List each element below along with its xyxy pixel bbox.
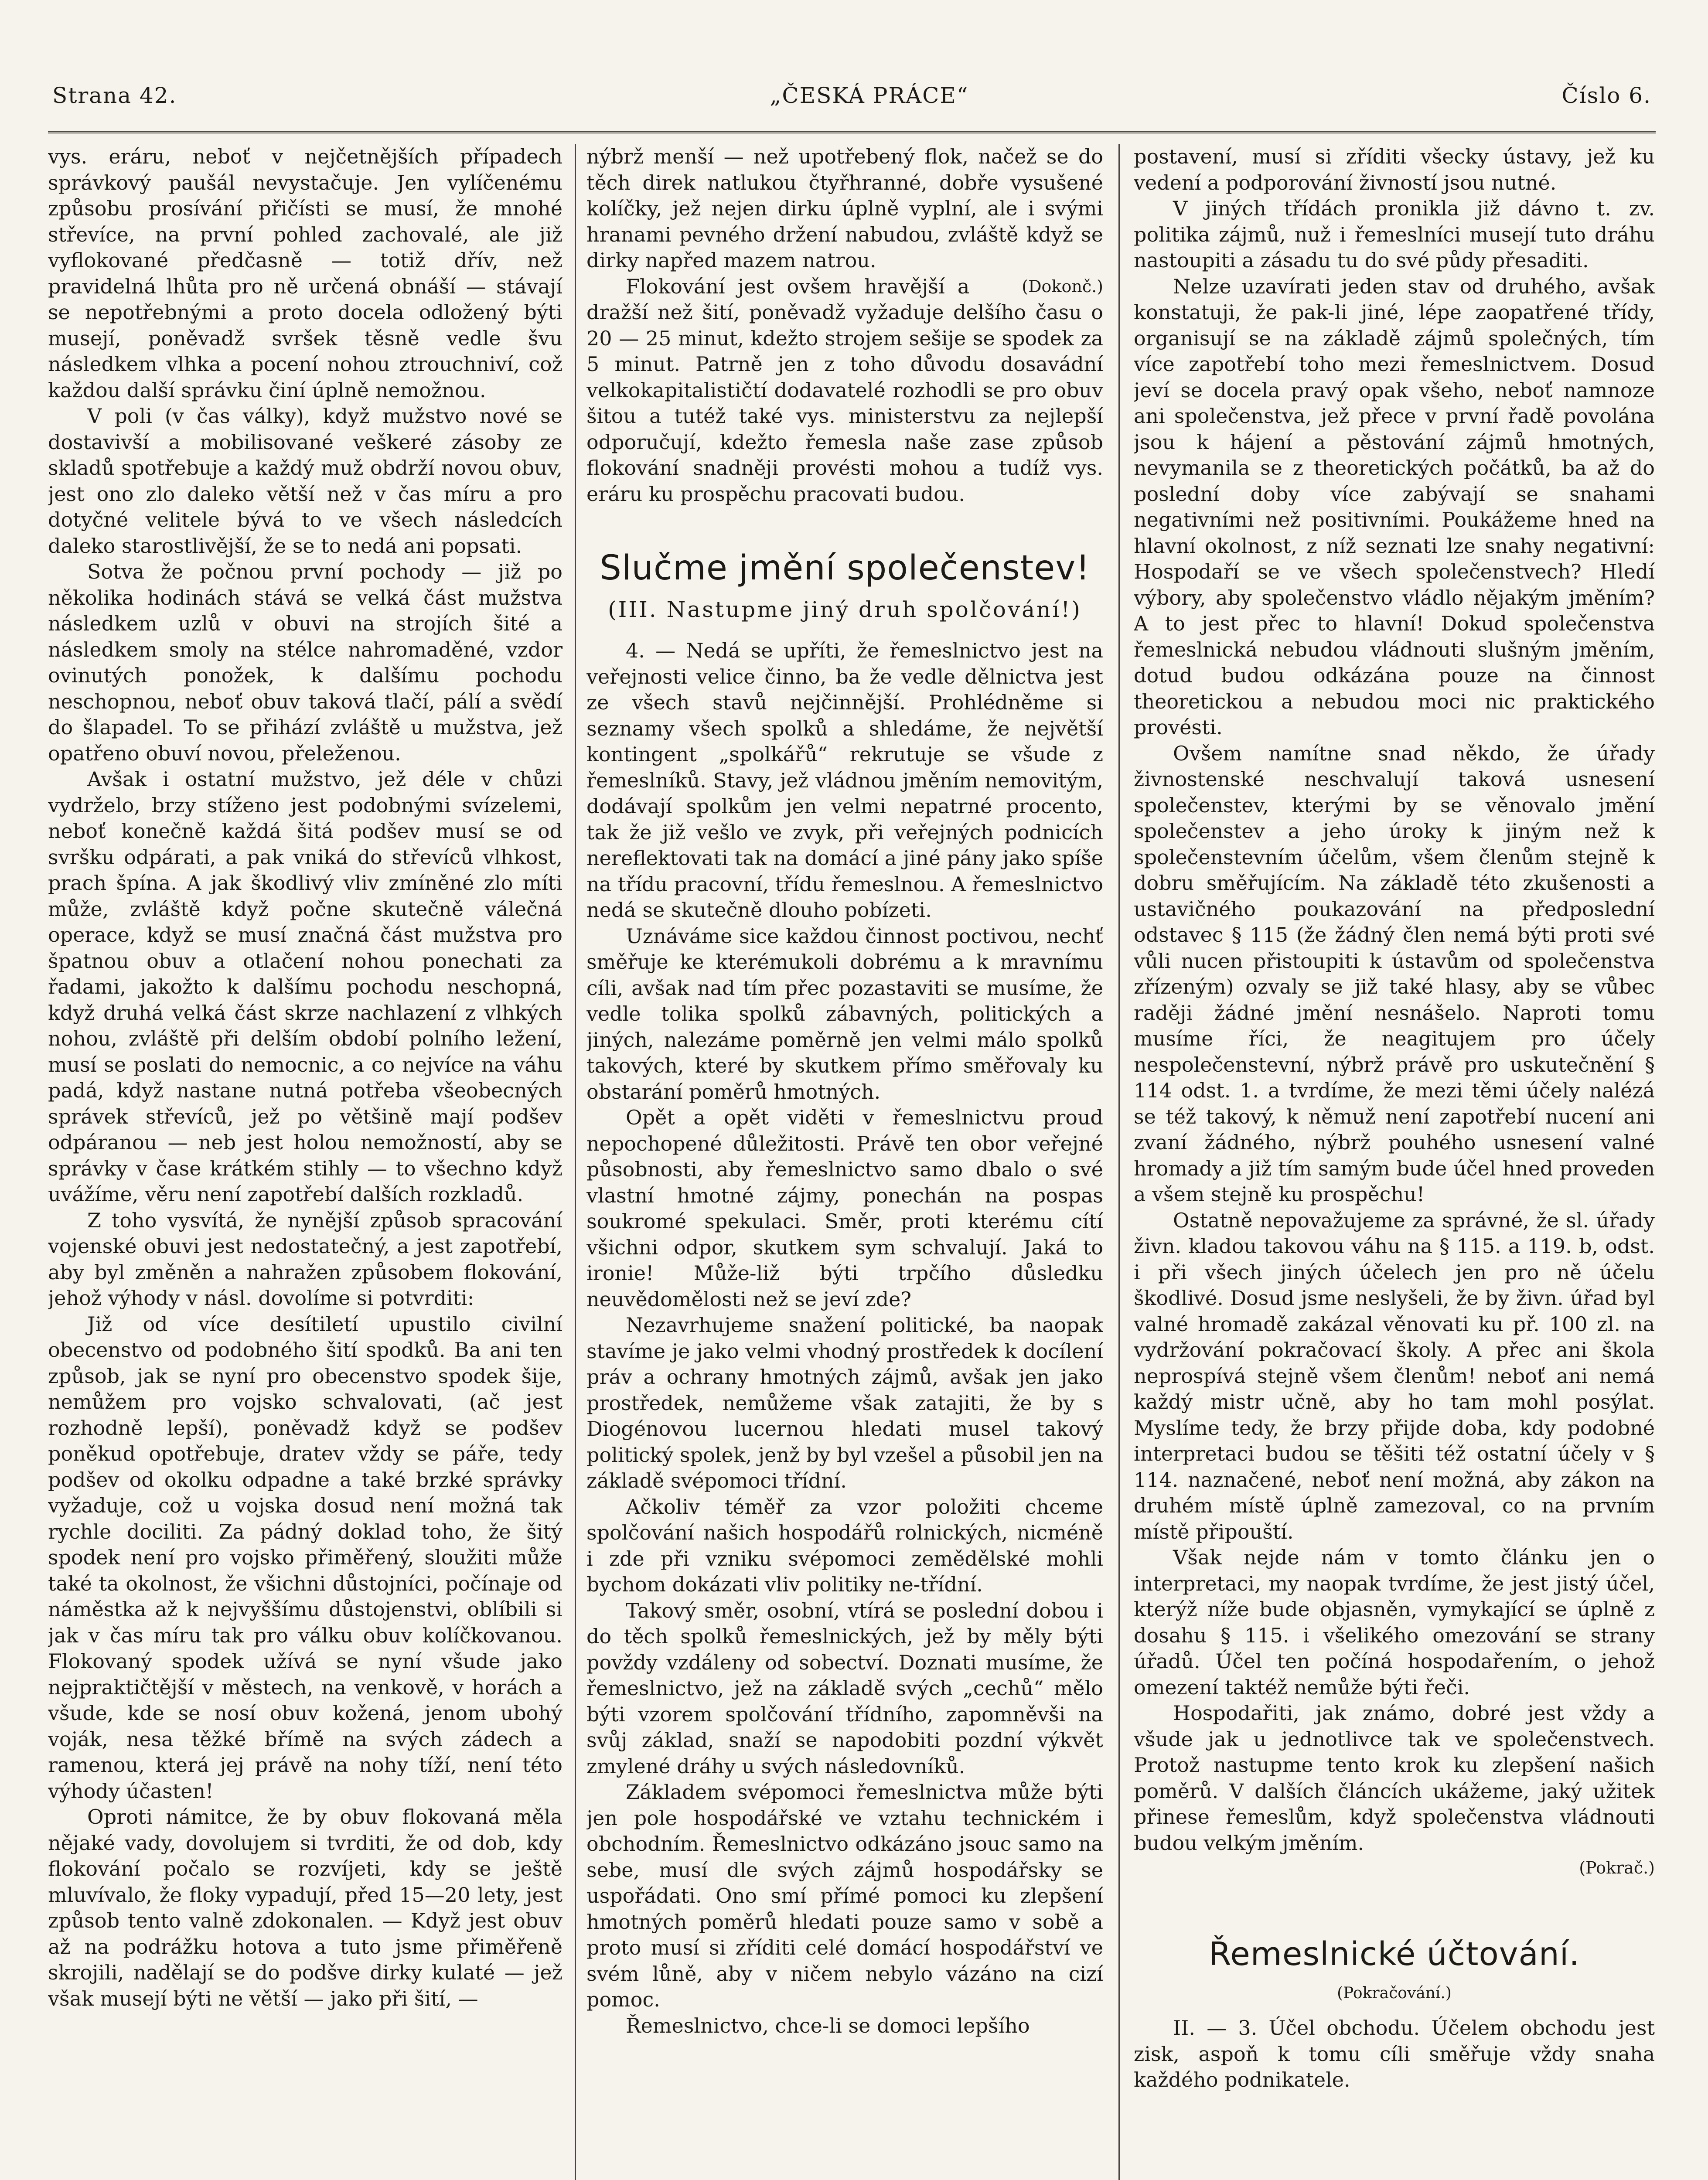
- paragraph: nýbrž menší — než upotřebený flok, načež se do těch direk natlukou čtyřhranné, dobře vysušené kolíčky, jež nejen dirku úplně vyplní, ale i svými hranami pevného držení nabudou, zvláště když se dirky napřed mazem natrou.: [586, 145, 1103, 272]
- column-3: [1134, 144, 1655, 2180]
- paragraph: Již od více desítiletí upustilo civilní obecenstvo od podobného šití spodků. Ba ani ten způsob, jak se nyní pro obecenstvo spodek šije, nemůžem pro vojsko schvalovati, (ač jest rozhodně lepší), poněvadž když se podšev poněkud opotřebuje, dratev vždy se páře, tedy podšev od okolku odpadne a také brzké správky vyžaduje, což u vojska dosud není možná tak rychle dociliti. Za pádný doklad toho, že šitý spodek není pro vojsko přiměřený, sloužiti může také ta okolnost, že všichni důstojníci, počínaje od náměstka až k nejvyššímu důstojenstvi, oblíbili si jak v čas míru tak pro válku obuv kolíčkovanou. Flokovaný spodek užívá se nyní všude jako nejpraktičtější v městech, na venkově, v horách a všude, kde se nosí obuv kožená, jenom ubohý voják, nesa těžké břímě na svých zádech a ramenou, která jej právě na nohy tíží, není této výhody účasten!: [48, 1312, 563, 1803]
- article-subtitle: (Pokračování.): [1337, 1984, 1452, 2002]
- issue-number: Číslo 6.: [1561, 83, 1651, 108]
- paragraph: Sotva že počnou první pochody — již po několika hodinách stává se velká část mužstva následkem uzlů v obuvi na strojích šité a následkem smoly na stélce nahromaděné, vzdor ovinutých ponožek, k dalšímu pochodu neschopnou, neboť obuv taková tlačí, pálí a svědí do šlapadel. To se přihází zvláště u mužstva, jež opatřeno obuví novou, přeleženou.: [48, 560, 563, 765]
- paragraph: postavení, musí si zříditi všecky ústavy, jež ku vedení a podporování živností jsou nutné.: [1134, 145, 1655, 194]
- article-title: Řemeslnické účtování.: [1209, 1935, 1580, 1973]
- paragraph: V poli (v čas války), když mužstvo nové se dostavivší a mobilisované veškeré zásoby ze skladů spotřebuje a každý muž obdrží novou obuv, jest ono zlo daleko větší než v čas míru a pro dotyčné velitele bývá to ve všech následcích daleko starostlivější, že se to nedá ani popsati.: [48, 404, 563, 558]
- paragraph: Oproti námitce, že by obuv flokovaná měla nějaké vady, dovolujem si tvrditi, že od dob, kdy flokování počalo se rozvíjeti, kdy se ještě mluvívalo, že floky vypadují, před 15—20 lety, jest způsob tento valně zdokonalen. — Když jest obuv až na podrážku hotova a tuto jsme přiměřeně skrojili, nadělají se do podšve dirky kulaté — jež však musejí býti ne větší — jako při šití, —: [48, 1805, 563, 2010]
- paragraph: vys. eráru, neboť v nejčetnějších případech správkový paušál nevystačuje. Jen vylíčenému způsobu prosívání přičísti se musí, že mnohé střevíce, na první pohled zachovalé, ale již vyflokované předčasně — totiž dřív, než pravidelná lhůta pro ně určená obnáší — stávají se nepotřebnými a proto docela odložený býti musejí, poněvadž svršek těsně vedle švu následkem vlhka a pocení nohou ztrouchniví, což každou další správku činí úplně nemožnou.: [48, 145, 563, 402]
- paragraph: [586, 274, 1103, 508]
- column-divider: [1118, 144, 1120, 2180]
- article-signoff: (Pokrač.): [1579, 1858, 1655, 1877]
- article-signoff: (Dokonč.): [1022, 276, 1103, 296]
- paragraph: II. — 3. Účel obchodu. Účelem obchodu jest zisk, aspoň k tomu cíli směřuje vždy snaha každého podnikatele.: [1134, 2016, 1655, 2091]
- paragraph: 4. — Nedá se upříti, že řemeslnictvo jest na veřejnosti velice činno, ba že vedle dělnictva jest ze všech stavů nejčinnější. Prohlédněme si seznamy všech spolků a shledáme, že největší kontingent „spolkářů“ rekrutuje se všude z řemeslníků. Stavy, jež vládnou jměním nemovitým, dodávají spolkům jen velmi nepatrné procento, tak že již vešlo ve zvyk, při veřejných podnicích nereflektovati tak na domácí a jiné pány jako spíše na třídu pracovní, třídu řemeslnou. A řemeslnictvo nedá se skutečně dlouho pobízeti.: [586, 639, 1103, 922]
- paragraph: Uznáváme sice každou činnost poctivou, nechť směřuje ke kterémukoli dobrému a k mravnímu cíli, avšak nad tím přec pozastaviti se musíme, že vedle tolika spolků zábavných, politických a jiných, nalezáme poměrně jen velmi málo spolků takových, které by skutkem přímo směřovaly ku obstarání poměrů hmotných.: [586, 924, 1103, 1104]
- header-rule: [48, 131, 1656, 133]
- paragraph: V jiných třídách pronikla již dávno t. zv. politika zájmů, nuž i řemeslníci musejí tuto dráhu nastoupiti a zásadu tu do své půdy přesaditi.: [1134, 197, 1655, 272]
- paragraph: Ostatně nepovažujeme za správné, že sl. úřady živn. kladou takovou váhu na § 115. a 119. b, odst. i při všech jiných účelech jen pro ně účelu škodlivé. Dosud jsme neslyšeli, že by živn. úřad byl valné hromadě zakázal věnovati ku př. 100 zl. na vydržování pokračovací školy. A přec ani škola neprospívá stejně všem členům! neboť ani nemá každý mistr učně, aby ho tam mohl posýlat. Myslíme tedy, že brzy přijde doba, kdy podobné interpretaci budou se těšiti též ostatní účely v § 114. naznačené, neboť není možná, aby zákon na druhém místě úplně zamezoval, co na prvním místě připouští.: [1134, 1208, 1655, 1543]
- article-subtitle: (III. Nastupme jiný druh spolčování!): [608, 597, 1082, 622]
- paragraph: Opět a opět viděti v řemeslnictvu proud nepochopené důležitosti. Právě ten obor veřejné působnosti, aby řemeslnictvo samo dbalo o své vlastní hmotné zájmy, ponechán na pospas soukromé spekulaci. Směr, proti kterému cítí všichni odpor, skutkem sym schvalují. Jaká to ironie! Může-liž býti trpčího důsledku neuvědomělosti než se jeví zde?: [586, 1106, 1103, 1311]
- paragraph: Základem svépomoci řemeslnictva může býti jen pole hospodářské ve vztahu technickém i obchodním. Řemeslnictvo odkázáno jsouc samo na sebe, musí dle svých zájmů hospodářsky se uspořádati. Ono smí přímé pomoci ku zlepšení hmotných poměrů hledati pouze samo v sobě a proto musí si zříditi celé domácí hospodářství ve svém lůně, aby v ničem nebylo vázáno na cizí pomoc.: [586, 1780, 1103, 2011]
- paragraph: Nezavrhujeme snažení politické, ba naopak stavíme je jako velmi vhodný prostředek k docílení práv a ochrany hmotných zájmů, avšak jen jako prostředek, nemůžeme však zatajiti, že by s Diogénovou lucernou hledati musel takový politický spolek, jenž by byl vzešel a působil jen na základě svépomoci třídní.: [586, 1313, 1103, 1492]
- article-title: Slučme jmění společenstev!: [600, 548, 1090, 588]
- paragraph: Ovšem namítne snad někdo, že úřady živnostenské neschvalují taková usnesení společenstev, kterými by se věnovalo jmění společenstev a jeho úroky k jiným než k společenstevním účelům, všem členům stejně k dobru směřujícím. Na základě této zkušenosti a ustavičného poukazování na předposlední odstavec § 115 (že žádný člen nemá býti proti své vůli nucen přistoupiti k ústavům od společenstva zřízeným) ozvaly se již také hlasy, aby se vůbec raději žádné jmění nesnášelo. Naproti tomu musíme říci, že neagitujem pro účely nespolečenstevní, nýbrž právě pro uskutečnění § 114 odst. 1. a tvrdíme, že mezi těmi účely nalézá se též takový, k němuž není zapotřebí nucení ani zvaní žádného, nýbrž pouhého usnesení valné hromady a již tím samým bude účel hned proveden a všem stejně ku prospěchu!: [1134, 741, 1655, 1206]
- column-1: [48, 144, 563, 2180]
- page-number: Strana 42.: [52, 83, 177, 108]
- paragraph: Však nejde nám v tomto článku jen o interpretaci, my naopak tvrdíme, že jest jistý účel, kterýž níže bude objasněn, vymykající se úplně z dosahu § 115. i všelikého omezování se strany úřadů. Účel ten počíná hospodařením, o jehož omezení taktéž nemůže býti řeči.: [1134, 1546, 1655, 1699]
- paragraph: Řemeslnictvo, chce-li se domoci lepšího: [626, 2013, 1030, 2037]
- paragraph-text: Flokování jest ovšem hravější a dražší než šití, poněvadž vyžaduje delšího času o 20 — 25 minut, kdežto strojem sešije se spodek za 5 minut. Patrně jen z toho důvodu dosavádní velkokapitalističtí dodavatelé rozhodli se pro obuv šitou a tutéž také vys. ministerstvu za nejlepší odporučují, kdežto řemesla naše zase způsob flokování snadněji provésti mohou a tudíž vys. eráru ku prospěchu pracovati budou.: [586, 274, 1103, 506]
- paragraph: Z toho vysvítá, že nynější způsob spracování vojenské obuvi jest nedostatečný, a jest zapotřebí, aby byl změněn a nahražen způsobem flokování, jehož výhody v násl. dovolíme si potvrditi:: [48, 1208, 563, 1310]
- paragraph: Takový směr, osobní, vtírá se poslední dobou i do těch spolků řemeslnických, jež by měly býti povždy vzdáleny od sobectví. Doznati musíme, že řemeslnictvo, jež na základě svých „cechů“ mělo býti vzorem spolčování třídního, zapomněvši na svůj základ, snaží se napodobiti pozdní výkvět zmylené dráhy u svých následovníků.: [586, 1598, 1103, 1778]
- column-divider: [575, 144, 576, 2180]
- paragraph: Ačkoliv téměř za vzor položiti chceme spolčování našich hospodářů rolnických, nicméně i zde při vzniku svépomoci zemědělské mohli bychom dokázati vliv politiky ne-třídní.: [586, 1495, 1103, 1596]
- page-header: [52, 83, 1651, 122]
- paragraph: Avšak i ostatní mužstvo, jež déle v chůzi vydrželo, brzy stíženo jest podobnými svízelemi, neboť konečně každá šitá podšev musí se od svršku odpárati, a pak vniká do střevíců vlhkost, prach špína. A jak škodlivý vliv zmíněné zlo míti může, zvláště když počne skutečně válečná operace, když se musí značná část mužstva pro špatnou obuv a otlačení nohou ponechati za řadami, jakožto k dalšímu pochodu neschopná, když druhá velká část skrze nachlazení z vlhkých nohou, zvláště při delším období polního ležení, musí se poslati do nemocnic, a co nejvíce na váhu padá, když nastane nutná potřeba všeobecných správek střevíců, jež po většině mají podšev odpáranou — neb jest holou nemožností, aby se správky v čase krátkém stihly — to všechno když uvážíme, věru není zapotřebí dalších rozkladů.: [48, 767, 563, 1206]
- paragraph: Nelze uzavírati jeden stav od druhého, avšak konstatuji, že pak-li jiné, lépe zaopatřené třídy, organisují se na základě zájmů společných, tím více zapotřebí toho mezi řemeslnictvem. Dosud jeví se docela pravý opak všeho, neboť namnoze ani společenstva, jež přece v první řadě povolána jsou k hájení a pěstování zájmů hmotných, nevymanila se z theoretických počátků, ba až do poslední doby více zabývají se snahami negativními než positivními. Poukážeme hned na hlavní okolnost, z níž seznati lze snahy negativní: Hospodaří se ve všech společenstvech? Hledí výbory, aby společenstvo vládlo nějakým jměním? A to jest přec to hlavní! Dokud společenstva řemeslnická nebudou vládnouti slušným jměním, dotud budou odkázána pouze na činnost theoretickou a nebudou moci nic praktického provésti.: [1134, 274, 1655, 739]
- publication-title: „ČESKÁ PRÁCE“: [770, 83, 969, 108]
- paragraph: Hospodařiti, jak známo, dobré jest vždy a všude jak u jednotlivce tak ve společenstvech. Protož nastupme tento krok ku zlepšení našich poměrů. V dalších článcích ukážeme, jaký užitek přinese řemeslům, když společenstva vládnouti budou velkým jměním.: [1134, 1701, 1655, 1855]
- column-2: [586, 144, 1103, 2180]
